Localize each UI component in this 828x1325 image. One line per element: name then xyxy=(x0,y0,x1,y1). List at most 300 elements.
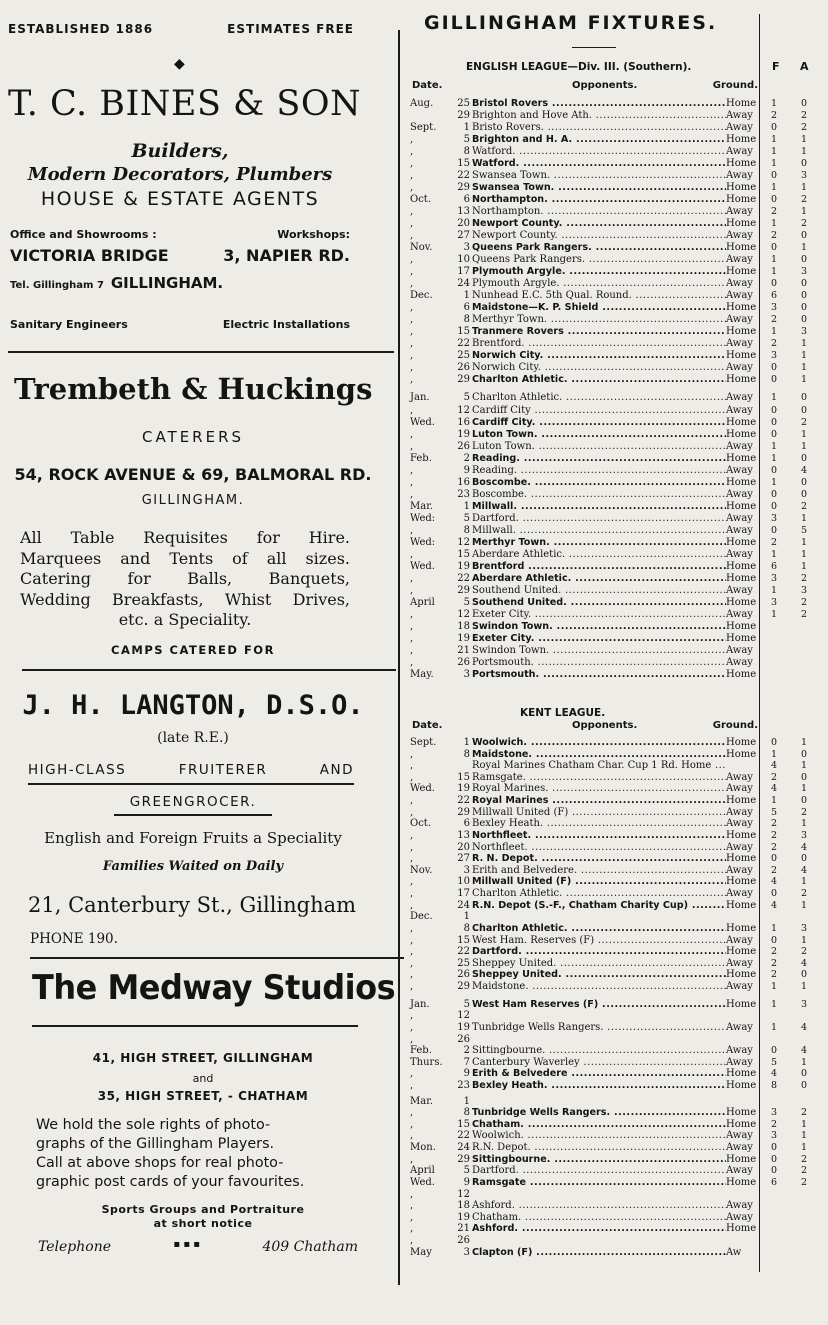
fixture-date-prefix: , xyxy=(410,748,414,760)
fixture-row xyxy=(410,1045,816,1057)
fixture-row xyxy=(410,1107,816,1119)
fixture-goals-for: 0 xyxy=(770,428,778,440)
fixture-goals-for: 1 xyxy=(770,608,778,620)
fixture-day: 8 xyxy=(463,748,470,760)
fixture-ground: Home xyxy=(726,242,757,254)
fixture-row xyxy=(410,146,816,158)
fixture-goals-against: 1 xyxy=(800,374,808,386)
builders-text: Builders, xyxy=(131,140,229,162)
high-street-gillingham: 41, HIGH STREET, GILLINGHAM xyxy=(92,1051,314,1065)
fixture-row xyxy=(410,999,816,1011)
fixture-opponent: Dartford. ..... xyxy=(472,1165,726,1177)
fixture-goals-against: 3 xyxy=(800,584,808,596)
fixture-date-prefix: Jan. xyxy=(410,998,430,1010)
workshops-label: Workshops: xyxy=(277,228,350,241)
fixture-goals-against: 2 xyxy=(800,416,808,428)
fixture-ground: Home xyxy=(726,998,757,1010)
fixture-opponent: Chatham. ..... xyxy=(472,1119,726,1131)
fixture-ground: Away xyxy=(726,957,753,969)
fixture-day: 19 xyxy=(457,560,470,572)
fixture-day: 1 xyxy=(463,500,470,512)
fixture-opponent: Queens Park Rangers. ..... xyxy=(472,242,726,254)
fixture-row xyxy=(410,278,816,290)
fixture-goals-against: 1 xyxy=(800,737,808,748)
fixture-day: 17 xyxy=(457,888,470,900)
fixture-day: 8 xyxy=(463,1107,470,1119)
fixture-row xyxy=(410,1165,816,1177)
fixture-opponent: Plymouth Argyle. ..... xyxy=(472,266,726,278)
fixture-opponent: Ramsgate ..... xyxy=(472,1177,726,1189)
fixture-row xyxy=(410,1034,816,1046)
fixture-day: 29 xyxy=(457,182,470,194)
fixture-date-prefix: , xyxy=(410,1118,414,1130)
fixture-date-prefix: , xyxy=(410,476,414,488)
fixture-opponent: Watford. ..... xyxy=(472,146,726,158)
fixture-goals-against: 2 xyxy=(800,1153,808,1165)
fixture-goals-for: 0 xyxy=(770,416,778,428)
fixture-day: 22 xyxy=(457,338,470,350)
fixture-opponent: Woolwich. ..... xyxy=(472,1130,726,1142)
english-league-title: ENGLISH LEAGUE—Div. III. (Southern). xyxy=(466,61,692,73)
fixture-ground: Aw xyxy=(726,1246,742,1258)
english-header xyxy=(412,80,758,94)
fixture-ground: Home xyxy=(726,632,757,644)
fixture-ground: Away xyxy=(726,1021,753,1033)
fixture-goals-for: 2 xyxy=(770,230,778,242)
fixture-day: 27 xyxy=(457,230,470,242)
fixture-ground: Away xyxy=(726,1200,753,1212)
fixture-date-prefix: , xyxy=(410,158,414,170)
fixture-goals-for: 2 xyxy=(770,206,778,218)
fixture-goals-for: 0 xyxy=(770,242,778,254)
fixture-date-prefix: Wed. xyxy=(410,783,435,795)
canterbury-address: 21, Canterbury St., Gillingham xyxy=(28,893,357,917)
langton-title: J. H. LANGTON, D.S.O. xyxy=(22,690,364,721)
fixture-goals-for: 5 xyxy=(770,806,778,818)
fixture-day: 15 xyxy=(457,326,470,338)
fixture-goals-against: 4 xyxy=(800,957,808,969)
fixture-goals-against: 1 xyxy=(800,182,808,194)
fixture-date-prefix: , xyxy=(410,404,414,416)
fixture-ground: Home xyxy=(726,302,757,314)
fixture-day: 22 xyxy=(457,946,470,958)
fixture-goals-for: 1 xyxy=(770,218,778,230)
fixture-goals-against: 0 xyxy=(800,392,808,404)
fixture-date-prefix: , xyxy=(410,632,414,644)
fixture-row xyxy=(410,842,816,854)
fixture-row xyxy=(410,888,816,900)
fixture-opponent: Aberdare Athletic. ..... xyxy=(472,573,726,585)
sports-groups-text: Sports Groups and Portraiture xyxy=(101,1203,305,1216)
fixture-ground: Away xyxy=(726,888,753,900)
fixture-row xyxy=(410,362,816,374)
fixture-date-prefix: Oct. xyxy=(410,818,431,830)
fruits-text: English and Foreign Fruits a Speciality xyxy=(44,829,342,847)
fixture-day: 15 xyxy=(457,771,470,783)
fixture-row xyxy=(410,621,816,633)
fixture-goals-against: 0 xyxy=(800,452,808,464)
fixture-ground: Home xyxy=(726,922,757,934)
fixture-row xyxy=(410,645,816,657)
fixture-date-prefix: , xyxy=(410,206,414,218)
caterers-text: CATERERS xyxy=(141,428,245,446)
fixture-day: 5 xyxy=(463,392,470,404)
fixture-day: 22 xyxy=(457,572,470,584)
fixture-date-prefix: , xyxy=(410,1153,414,1165)
fixture-date-prefix: Thurs. xyxy=(410,1056,443,1068)
fixture-date-prefix: , xyxy=(410,182,414,194)
fixture-goals-for: 1 xyxy=(770,146,778,158)
fixture-row xyxy=(410,958,816,970)
fixture-opponent: Plymouth Argyle. ..... xyxy=(472,278,726,290)
trembeth-town: GILLINGHAM. xyxy=(141,493,245,508)
fixture-opponent: Brentford. ..... xyxy=(472,338,726,350)
fixture-goals-against: 0 xyxy=(800,98,808,109)
bines-gillingham: GILLINGHAM. xyxy=(110,274,224,292)
fixture-opponent: Norwich City. ..... xyxy=(472,362,726,374)
fixture-date-prefix: , xyxy=(410,981,414,993)
fixture-date-prefix: Wed. xyxy=(410,416,435,428)
fixture-day: 24 xyxy=(457,899,470,911)
and-text: and xyxy=(192,1072,214,1085)
bines-tel: Tel. Gillingham 7 xyxy=(10,280,104,291)
fixture-opponent: Bristo Rovers. ..... xyxy=(472,122,726,134)
fixture-goals-for: 2 xyxy=(770,314,778,326)
fixture-date-prefix: , xyxy=(410,876,414,888)
fixture-ground: Away xyxy=(726,110,753,122)
fixture-ground: Home xyxy=(726,737,757,748)
fixture-opponent: Boscombe. ..... xyxy=(472,489,726,501)
fixture-opponent: Norwich City. ..... xyxy=(472,350,726,362)
fixture-date-prefix: , xyxy=(410,1130,414,1142)
fixture-opponent: Queens Park Rangers. ..... xyxy=(472,254,726,266)
fixture-date-prefix: , xyxy=(410,806,414,818)
fixture-goals-against: 0 xyxy=(800,795,808,807)
fixture-ground: Home xyxy=(726,134,757,146)
fixture-goals-for: 0 xyxy=(770,888,778,900)
fixture-goals-against: 1 xyxy=(800,134,808,146)
fixture-row xyxy=(410,441,816,453)
fixture-ground: Home xyxy=(726,572,757,584)
fixture-goals-for: 2 xyxy=(770,110,778,122)
fixture-opponent: Millwall United (F) ..... xyxy=(472,807,726,819)
fixture-day: 15 xyxy=(457,158,470,170)
fixture-date-prefix: Sept. xyxy=(410,737,437,748)
fixture-goals-for: 0 xyxy=(770,1142,778,1154)
fixture-goals-for: 0 xyxy=(770,853,778,865)
fixture-date-prefix: , xyxy=(410,170,414,182)
fixture-opponent: Clapton (F) ..... xyxy=(472,1247,726,1259)
fixture-opponent: Erith and Belvedere. ..... xyxy=(472,865,726,877)
fixture-opponent: Woolwich. ..... xyxy=(472,737,726,749)
fixture-goals-for: 3 xyxy=(770,596,778,608)
fixture-goals-against: 0 xyxy=(800,488,808,500)
fixture-ground: Away xyxy=(726,981,753,993)
fixture-day: 3 xyxy=(463,242,470,254)
fixture-opponent: Nunhead E.C. 5th Qual. Round. ..... xyxy=(472,290,726,302)
fixture-day: 6 xyxy=(463,194,470,206)
underline xyxy=(32,1025,358,1027)
fixture-ground: Away xyxy=(726,864,753,876)
fixture-opponent: Maidstone—K. P. Shield ..... xyxy=(472,302,726,314)
fixture-ground: Home xyxy=(726,1079,757,1091)
fixture-ground: Away xyxy=(726,934,753,946)
fixture-goals-for: 2 xyxy=(770,829,778,841)
fixture-ground: Home xyxy=(726,374,757,386)
fixture-day: 16 xyxy=(457,476,470,488)
fixture-goals-for: 2 xyxy=(770,1118,778,1130)
fixture-opponent: Charlton Athletic. ..... xyxy=(472,374,726,386)
fixture-goals-against: 1 xyxy=(800,876,808,888)
fixture-date-prefix: , xyxy=(410,1021,414,1033)
trembeth-title: Trembeth & Huckings xyxy=(14,372,373,406)
fixture-row xyxy=(410,1022,816,1034)
address-row xyxy=(10,246,350,265)
fixture-opponent: Brentford ..... xyxy=(472,561,726,573)
fixture-goals-against: 3 xyxy=(800,266,808,278)
fixture-date-prefix: , xyxy=(410,146,414,158)
fixture-goals-for: 3 xyxy=(770,512,778,524)
fixture-row xyxy=(410,853,816,865)
fixture-day: 5 xyxy=(463,1165,470,1177)
fixture-date-prefix: , xyxy=(410,888,414,900)
fixture-row xyxy=(410,1119,816,1131)
fixture-row xyxy=(410,876,816,888)
fixture-goals-against: 2 xyxy=(800,888,808,900)
fixture-goals-against: 2 xyxy=(800,1165,808,1177)
fixture-day: 10 xyxy=(457,254,470,266)
fixture-goals-against: 0 xyxy=(800,969,808,981)
fixture-row xyxy=(410,737,816,749)
fixture-goals-for: 0 xyxy=(770,464,778,476)
text-line: Catering for Balls, Banquets, xyxy=(20,569,350,588)
fixture-opponent: Newport County. ..... xyxy=(472,230,726,242)
fixture-row xyxy=(410,573,816,585)
fixture-opponent: Reading. ..... xyxy=(472,465,726,477)
fixture-opponent: Bexley Heath. ..... xyxy=(472,818,726,830)
fixture-date-prefix: Oct. xyxy=(410,194,431,206)
fixture-opponent: Chatham. ..... xyxy=(472,1212,726,1224)
fixture-goals-for: 2 xyxy=(770,536,778,548)
fixture-ground: Away xyxy=(726,254,753,266)
fixture-ground: Away xyxy=(726,584,753,596)
fixture-ground: Away xyxy=(726,512,753,524)
fixture-day: 29 xyxy=(457,374,470,386)
fixture-goals-against: 1 xyxy=(800,560,808,572)
fixture-row xyxy=(410,242,816,254)
fixture-goals-for: 1 xyxy=(770,98,778,109)
fixture-goals-for: 1 xyxy=(770,158,778,170)
fixture-goals-for: 2 xyxy=(770,969,778,981)
fixture-opponent: Bristol Rovers ..... xyxy=(472,98,726,110)
fixture-goals-against: 2 xyxy=(800,500,808,512)
fixture-goals-against: 1 xyxy=(800,548,808,560)
fixture-row xyxy=(410,513,816,525)
fixture-ground: Away xyxy=(726,440,753,452)
fixture-goals-against: 1 xyxy=(800,1118,808,1130)
for-column-header: F xyxy=(772,60,780,73)
fixture-goals-against: 3 xyxy=(800,922,808,934)
fixture-row xyxy=(410,1057,816,1069)
fixture-day: 15 xyxy=(457,934,470,946)
fixture-opponent: Southend United. ..... xyxy=(472,585,726,597)
fixture-day: 1 xyxy=(463,122,470,134)
office-row xyxy=(10,228,350,241)
fixture-opponent: Canterbury Waverley ..... xyxy=(472,1057,726,1069)
fixture-ground: Home xyxy=(726,748,757,760)
fixture-ground: Away xyxy=(726,841,753,853)
fixture-row xyxy=(410,1154,816,1166)
fixture-day: 6 xyxy=(463,818,470,830)
fixture-row xyxy=(410,1200,816,1212)
fixture-date-prefix: , xyxy=(410,488,414,500)
fixture-goals-for: 2 xyxy=(770,946,778,958)
fixture-day: 25 xyxy=(457,350,470,362)
fixture-opponent: Southend United. ..... xyxy=(472,597,726,609)
fixture-row xyxy=(410,477,816,489)
ground-header: Ground. xyxy=(712,720,758,731)
fixture-goals-against: 1 xyxy=(800,242,808,254)
fixture-goals-against: 1 xyxy=(800,899,808,911)
fixture-date-prefix: , xyxy=(410,314,414,326)
fixture-goals-against: 0 xyxy=(800,302,808,314)
fixture-date-prefix: , xyxy=(410,440,414,452)
fixture-goals-against: 2 xyxy=(800,1107,808,1119)
electric-text: Electric Installations xyxy=(222,318,350,331)
fixture-row xyxy=(410,981,816,993)
fixture-day: 26 xyxy=(457,1033,470,1045)
fixture-goals-for: 2 xyxy=(770,818,778,830)
fixture-day: 25 xyxy=(457,957,470,969)
fixture-opponent: Maidstone. ..... xyxy=(472,981,726,993)
fixture-day: 12 xyxy=(457,1188,470,1200)
fixture-goals-against: 1 xyxy=(800,536,808,548)
established-text: ESTABLISHED 1886 xyxy=(8,22,154,36)
fixture-goals-for: 1 xyxy=(770,795,778,807)
kent-league-title: KENT LEAGUE. xyxy=(520,707,606,719)
fixture-goals-against: 0 xyxy=(800,158,808,170)
fixture-date-prefix: , xyxy=(410,1211,414,1223)
fixture-day: 2 xyxy=(463,1045,470,1057)
fixture-date-prefix: , xyxy=(410,230,414,242)
dots-ornament-icon: ▪ ▪ ▪ xyxy=(173,1239,201,1250)
fixture-ground: Away xyxy=(726,230,753,242)
fixture-day: 18 xyxy=(457,1200,470,1212)
fixture-date-prefix: , xyxy=(410,326,414,338)
fixture-day: 27 xyxy=(457,853,470,865)
fixture-date-prefix: , xyxy=(410,374,414,386)
fixture-row xyxy=(410,338,816,350)
fixture-goals-against: 1 xyxy=(800,934,808,946)
diamond-ornament-icon: ◆ xyxy=(174,56,185,72)
fixture-day: 5 xyxy=(463,134,470,146)
fixture-row xyxy=(410,900,816,912)
fixture-date-prefix: Sept. xyxy=(410,122,437,134)
fixture-opponent: R.N. Depot (S.-F., Chatham Charity Cup) ..... xyxy=(472,900,726,912)
fixture-goals-against: 4 xyxy=(800,841,808,853)
fixture-date-prefix: , xyxy=(410,362,414,374)
fixture-goals-for: 2 xyxy=(770,841,778,853)
fixture-ground: Home xyxy=(726,829,757,841)
fixture-row xyxy=(410,969,816,981)
fixture-row xyxy=(410,392,816,404)
fixture-day: 19 xyxy=(457,428,470,440)
fixture-day: 22 xyxy=(457,795,470,807)
fixture-row xyxy=(410,194,816,206)
fixture-opponent: Bexley Heath. ..... xyxy=(472,1080,726,1092)
divider xyxy=(22,669,396,671)
hcf-word: AND xyxy=(319,762,354,778)
hcf-word: FRUITERER xyxy=(178,762,268,778)
fixture-opponent: R.N. Depot. ..... xyxy=(472,1142,726,1154)
fixture-goals-against: 1 xyxy=(800,512,808,524)
fixture-date-prefix: , xyxy=(410,278,414,290)
fixture-opponent: Charlton Athletic. ..... xyxy=(472,392,726,404)
fixture-row xyxy=(410,795,816,807)
fixture-goals-for: 2 xyxy=(770,864,778,876)
fixture-row xyxy=(410,489,816,501)
fixture-row xyxy=(410,429,816,441)
fixture-goals-for: 0 xyxy=(770,1165,778,1177)
fixture-goals-against: 0 xyxy=(800,254,808,266)
fixture-day: 1 xyxy=(463,737,470,748)
fixture-day: 19 xyxy=(457,1021,470,1033)
fixture-ground: Away xyxy=(726,771,753,783)
short-notice-text: at short notice xyxy=(153,1217,253,1230)
fixture-date-prefix: , xyxy=(410,548,414,560)
fixture-date-prefix: , xyxy=(410,853,414,865)
fixture-date-prefix: , xyxy=(410,1200,414,1212)
fixture-row xyxy=(410,1130,816,1142)
fixture-ground: Home xyxy=(726,452,757,464)
fixture-goals-for: 5 xyxy=(770,1056,778,1068)
fixture-ground: Home xyxy=(726,1176,757,1188)
fixture-opponent: Erith & Belvedere ..... xyxy=(472,1068,726,1080)
fixture-goals-against: 2 xyxy=(800,122,808,134)
fixture-goals-for: 4 xyxy=(770,876,778,888)
medway-studios-title: The Medway Studios xyxy=(32,968,396,1008)
kent-header xyxy=(412,720,758,734)
fixture-opponent: Sittingbourne. ..... xyxy=(472,1154,726,1166)
fixture-ground: Home xyxy=(726,1118,757,1130)
fixture-goals-against: 2 xyxy=(800,110,808,122)
fixture-day: 13 xyxy=(457,829,470,841)
underline xyxy=(114,814,272,816)
fixtures-title: GILLINGHAM FIXTURES. xyxy=(424,12,718,34)
fixture-goals-for: 0 xyxy=(770,404,778,416)
fixture-ground: Home xyxy=(726,596,757,608)
fixture-goals-for: 6 xyxy=(770,1176,778,1188)
fixture-opponent: Tunbridge Wells Rangers. ..... xyxy=(472,1022,726,1034)
fixture-day: 15 xyxy=(457,1118,470,1130)
fixture-goals-against: 2 xyxy=(800,806,808,818)
fixture-opponent: Ashford. ..... xyxy=(472,1223,726,1235)
fixture-row xyxy=(410,549,816,561)
fixture-opponent: Swindon Town. ..... xyxy=(472,621,726,633)
bines-topline xyxy=(8,22,354,36)
fixture-goals-against: 2 xyxy=(800,946,808,958)
fixture-opponent: Exeter City. ..... xyxy=(472,633,726,645)
fixture-date-prefix: April xyxy=(410,596,435,608)
fixture-day: 1 xyxy=(463,1095,470,1107)
fixture-goals-for: 0 xyxy=(770,170,778,182)
fixture-date-prefix: , xyxy=(410,946,414,958)
fixture-day: 1 xyxy=(463,911,470,923)
fixture-day: 19 xyxy=(457,783,470,795)
fixture-date-prefix: , xyxy=(410,350,414,362)
fixture-opponent: Newport County. ..... xyxy=(472,218,726,230)
fixture-day: 17 xyxy=(457,266,470,278)
